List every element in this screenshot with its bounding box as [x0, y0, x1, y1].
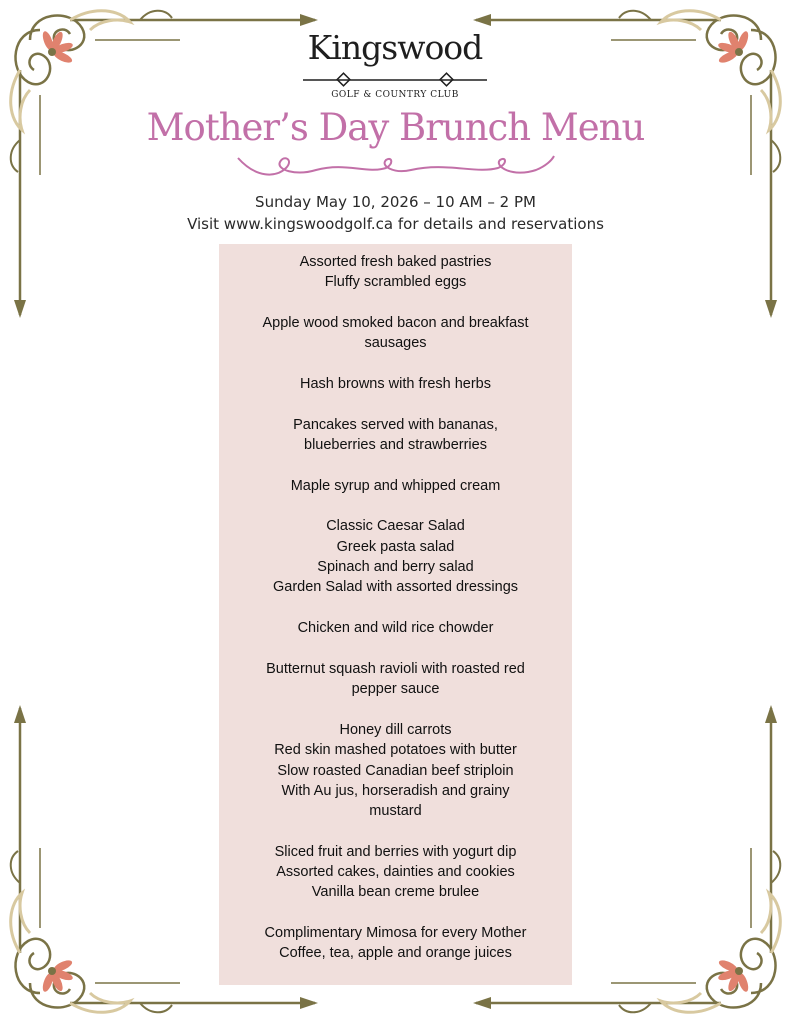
menu-item: Pancakes served with bananas, — [293, 417, 498, 433]
club-logo — [295, 28, 495, 104]
page-title: Mother’s Day Brunch Menu — [146, 106, 645, 149]
menu-item: pepper sauce — [351, 681, 440, 697]
menu-item: Honey dill carrots — [339, 722, 452, 738]
logo-subtitle: GOLF & COUNTRY CLUB — [331, 90, 459, 100]
menu-item: Coffee, tea, apple and orange juices — [279, 945, 512, 961]
menu-item: Complimentary Mimosa for every Mother — [264, 925, 527, 941]
menu-item: Greek pasta salad — [336, 539, 455, 555]
menu-item: Spinach and berry salad — [317, 559, 474, 575]
menu-item: Assorted fresh baked pastries — [299, 254, 492, 270]
menu-item: Apple wood smoked bacon and breakfast — [262, 315, 529, 331]
menu-item: With Au jus, horseradish and grainy — [281, 783, 510, 799]
menu-item: Vanilla bean creme brulee — [311, 884, 480, 900]
menu-item: Red skin mashed potatoes with butter — [274, 742, 517, 758]
menu-item: Hash browns with fresh herbs — [300, 376, 491, 392]
event-date: Sunday May 10, 2026 – 10 AM – 2 PM — [255, 193, 536, 211]
menu-item: mustard — [369, 803, 422, 819]
menu-item: Butternut squash ravioli with roasted red — [266, 661, 525, 677]
menu-item: Sliced fruit and berries with yogurt dip — [274, 844, 517, 860]
menu-item: Chicken and wild rice chowder — [297, 620, 494, 636]
reservation-info: Visit www.kingswoodgolf.ca for details and reservations — [187, 215, 604, 233]
menu-item: Slow roasted Canadian beef striploin — [277, 763, 514, 779]
menu-item: Fluffy scrambled eggs — [324, 274, 467, 290]
menu-item: Classic Caesar Salad — [326, 518, 465, 534]
menu-item: Maple syrup and whipped cream — [290, 478, 501, 494]
menu-item: Assorted cakes, dainties and cookies — [276, 864, 515, 880]
menu-item: sausages — [364, 335, 427, 351]
menu-item: blueberries and strawberries — [304, 437, 487, 453]
logo-name: Kingswood — [307, 28, 483, 67]
logo-divider — [303, 70, 487, 90]
menu-panel — [219, 244, 572, 985]
title-swirl-divider — [236, 152, 556, 184]
menu-item: Garden Salad with assorted dressings — [272, 579, 519, 595]
